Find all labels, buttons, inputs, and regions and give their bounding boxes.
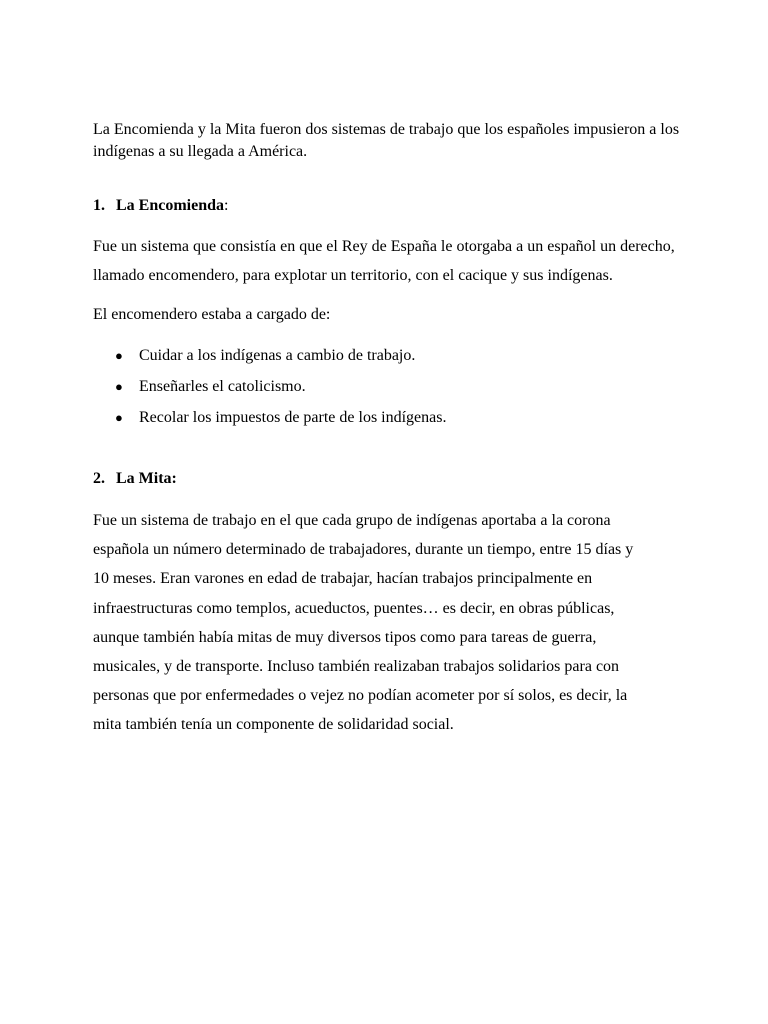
list-item-text: Cuidar a los indígenas a cambio de trabajo. (139, 347, 416, 364)
list-item (93, 340, 683, 371)
section-heading-encomienda (93, 195, 683, 217)
encomienda-duties-list (93, 340, 683, 433)
encomienda-paragraph: Fue un sistema que consistía en que el Rey de España le otorgaba a un español un derecho, llamado encomendero, para explotar un territorio, con el cacique y sus indígenas. (93, 238, 675, 284)
encomienda-list-intro: El encomendero estaba a cargado de: (93, 306, 331, 323)
list-item-text: Recolar los impuestos de parte de los indígenas. (139, 409, 447, 426)
document-body (93, 119, 683, 740)
list-item (93, 402, 683, 433)
section-number: 1. (93, 197, 105, 214)
mita-paragraph: Fue un sistema de trabajo en el que cada grupo de indígenas aportaba a la corona española un número determinado de trabajadores, durante un tiempo, entre 15 días y 10 meses. Eran varones en edad de trabajar, hacían trabajos principalmente en infraestructuras como templos, acueductos, puentes… es decir, en obras públicas, aunque también había mitas de muy diversos tipos como para tareas de guerra, musicales, y de transporte. Incluso también realizaban trabajos solidarios para con personas que por enfermedades o vejez no podían acometer por sí solos, es decir, la mita también tenía un componente de solidaridad social. (93, 512, 634, 734)
bullet-icon: ● (115, 410, 123, 425)
section-title: La Mita: (116, 470, 177, 487)
bullet-icon: ● (115, 379, 123, 394)
list-item-text: Enseñarles el catolicismo. (139, 378, 306, 395)
section-title-colon: : (224, 197, 229, 214)
section-title: La Encomienda (116, 197, 225, 214)
intro-paragraph: La Encomienda y la Mita fueron dos sistemas de trabajo que los españoles impusieron a los indígenas a su llegada a América. (93, 121, 680, 160)
list-item (93, 371, 683, 402)
section-heading-mita (93, 468, 683, 490)
section-number: 2. (93, 470, 105, 487)
bullet-icon: ● (115, 348, 123, 363)
